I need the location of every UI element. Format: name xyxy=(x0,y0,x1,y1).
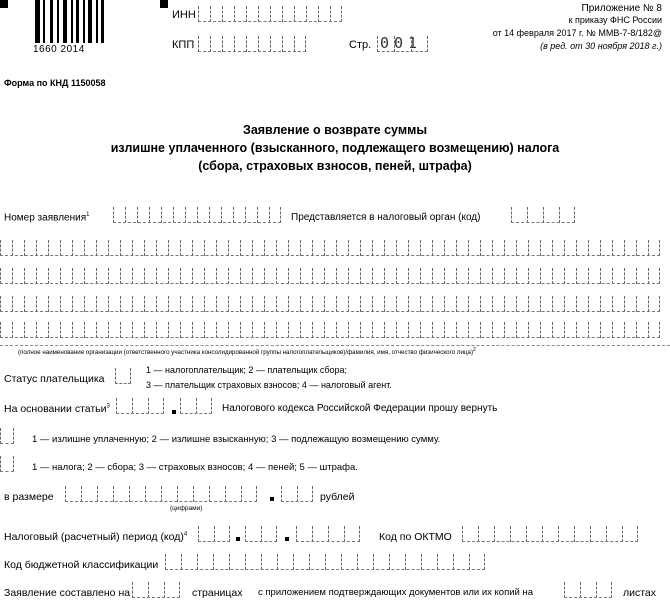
attachments-text: с приложением подтверждающих документов или их копий на xyxy=(258,587,534,598)
period-label-text: Налоговый (расчетный) период (код) xyxy=(4,531,184,543)
form-title-line: (сбора, страховых взносов, пеней, штрафа) xyxy=(198,159,472,173)
inn-field[interactable] xyxy=(198,6,342,22)
tax-authority-label: Представляется в налоговый орган (код) xyxy=(291,212,481,223)
name-row[interactable] xyxy=(0,268,660,284)
name-caption-text: (полное наименование организации (ответственного участника консолидированной группы налогоплательщиков)/фамилия, имя, отчество физического лица) xyxy=(18,349,474,357)
appendix-line: от 14 февраля 2017 г. № ММВ-7-8/182@ xyxy=(492,28,662,38)
appendix-line: (в ред. от 30 ноября 2018 г.) xyxy=(540,41,662,51)
barcode-number: 1660 2014 xyxy=(33,44,85,55)
oktmo-label: Код по ОКТМО xyxy=(379,531,452,543)
appendix-line: Приложение № 8 xyxy=(581,3,662,14)
name-caption xyxy=(18,347,476,356)
application-number-label xyxy=(4,212,89,223)
application-number-field[interactable] xyxy=(113,207,281,223)
article-number-field[interactable] xyxy=(116,398,164,414)
divider xyxy=(0,345,670,346)
name-row[interactable] xyxy=(0,296,660,312)
application-number-label-text: Номер заявления xyxy=(4,212,87,224)
period-year-field[interactable] xyxy=(296,526,360,542)
refund-type-field[interactable] xyxy=(0,428,14,444)
form-title-line: Заявление о возврате суммы xyxy=(242,123,428,137)
attachments-sheets-field[interactable] xyxy=(564,582,612,598)
article-text: Налогового кодекса Российской Федерации прошу вернуть xyxy=(222,403,498,414)
footnote-marker: 1 xyxy=(86,212,90,218)
tax-authority-code-field[interactable] xyxy=(511,207,575,223)
name-row[interactable] xyxy=(0,322,660,338)
payer-status-options-1: 1 — налогоплательщик; 2 — плательщик сбора; xyxy=(146,365,348,375)
page-number: 001 xyxy=(380,34,423,52)
payment-type-field[interactable] xyxy=(0,456,14,472)
footnote-marker: 4 xyxy=(183,531,188,538)
decimal-dot xyxy=(236,537,240,541)
kbk-field[interactable] xyxy=(165,554,485,570)
payer-status-options-2: 3 — плательщик страховых взносов; 4 — налоговый агент. xyxy=(146,380,392,390)
amount-unit: рублей xyxy=(320,491,355,503)
kpp-field[interactable] xyxy=(198,36,306,52)
refund-type-options: 1 — излишне уплаченную; 2 — излишне взысканную; 3 — подлежащую возмещению сумму. xyxy=(32,434,441,445)
corner-marker xyxy=(160,0,168,8)
period-number-field[interactable] xyxy=(245,526,277,542)
footnote-marker: 3 xyxy=(106,403,110,410)
amount-caption: (цифрами) xyxy=(170,505,203,512)
article-point-field[interactable] xyxy=(180,398,212,414)
article-label-text: На основании статьи xyxy=(4,403,107,415)
payer-status-field[interactable] xyxy=(115,368,131,384)
corner-marker xyxy=(0,0,8,8)
appendix-line: к приказу ФНС России xyxy=(568,15,662,25)
pages-count-field[interactable] xyxy=(132,582,180,598)
sheets-text: листах xyxy=(623,587,657,599)
decimal-dot xyxy=(285,537,289,541)
amount-label: в размере xyxy=(4,491,54,503)
kpp-label: КПП xyxy=(172,39,195,51)
form-code: Форма по КНД 1150058 xyxy=(4,78,106,88)
form-title-line: излишне уплаченного (взысканного, подлежащего возмещению) налога xyxy=(110,141,560,155)
period-type-field[interactable] xyxy=(198,526,230,542)
period-label xyxy=(4,531,187,543)
oktmo-field[interactable] xyxy=(462,526,638,542)
kbk-label: Код бюджетной классификации xyxy=(4,559,159,571)
article-label xyxy=(4,403,110,415)
name-row[interactable] xyxy=(0,240,660,256)
pages-text: страницах xyxy=(192,587,243,599)
amount-kopecks-field[interactable] xyxy=(281,486,313,502)
payment-type-options: 1 — налога; 2 — сбора; 3 — страховых взносов; 4 — пеней; 5 — штрафа. xyxy=(32,462,358,473)
inn-label: ИНН xyxy=(172,9,196,21)
page-label: Стр. xyxy=(349,39,372,51)
amount-rubles-field[interactable] xyxy=(65,486,257,502)
decimal-dot xyxy=(172,410,176,414)
page-number-field[interactable] xyxy=(377,36,428,52)
decimal-dot xyxy=(270,497,274,501)
pages-label: Заявление составлено на xyxy=(4,587,131,599)
footnote-marker: 2 xyxy=(473,347,476,353)
payer-status-label: Статус плательщика xyxy=(4,373,105,385)
